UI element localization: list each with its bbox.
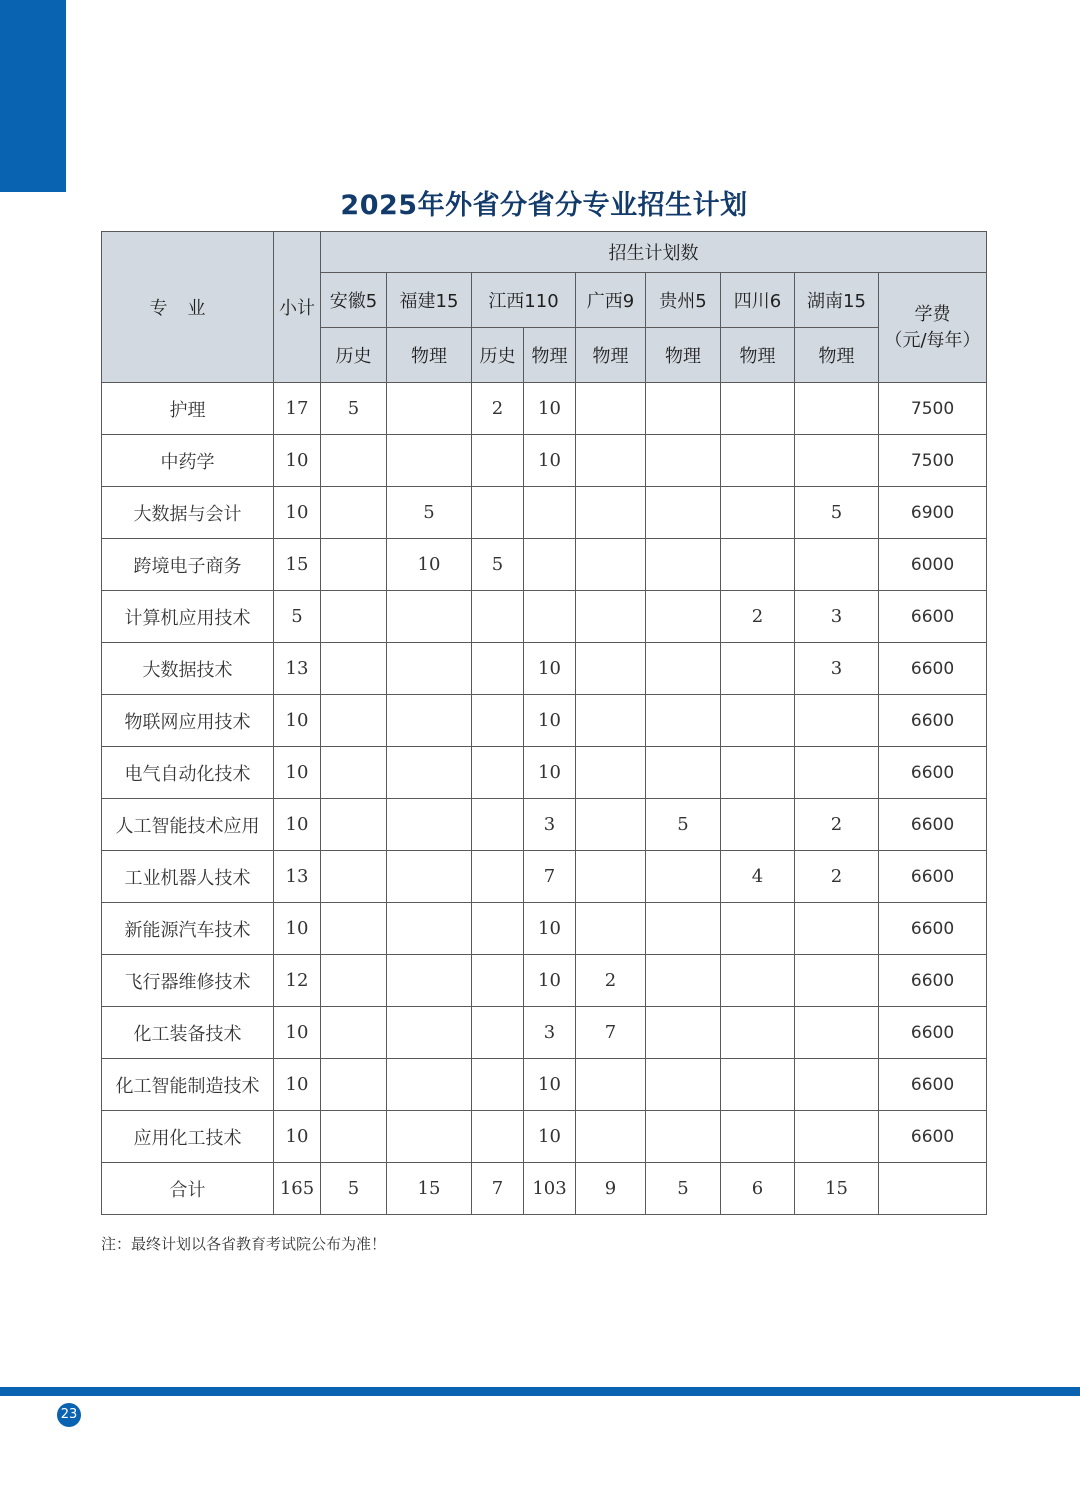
enrollment-plan-table	[101, 231, 987, 1215]
header-subject: 物理	[646, 328, 721, 383]
major-cell: 大数据与会计	[102, 487, 274, 539]
plan-count-cell	[721, 1059, 795, 1111]
plan-count-cell	[646, 903, 721, 955]
plan-count-cell	[472, 747, 524, 799]
plan-count-cell: 2	[795, 799, 879, 851]
table-row	[102, 1007, 987, 1059]
page-title: 2025年外省分省分专业招生计划	[340, 190, 748, 221]
table-row	[102, 383, 987, 435]
header-subject: 物理	[524, 328, 576, 383]
plan-count-cell	[576, 435, 646, 487]
plan-count-cell	[795, 1111, 879, 1163]
major-cell: 合计	[102, 1163, 274, 1215]
plan-count-cell	[646, 643, 721, 695]
plan-count-cell	[321, 851, 387, 903]
header-subtotal: 小计	[274, 232, 321, 383]
plan-count-cell: 10	[524, 643, 576, 695]
plan-count-cell	[721, 1111, 795, 1163]
header-fee	[879, 273, 987, 383]
plan-count-cell	[387, 747, 472, 799]
plan-count-cell	[795, 435, 879, 487]
plan-count-cell	[576, 1059, 646, 1111]
plan-count-cell: 10	[524, 747, 576, 799]
plan-count-cell	[576, 1111, 646, 1163]
header-province: 广西9	[576, 273, 646, 328]
major-cell: 跨境电子商务	[102, 539, 274, 591]
plan-count-cell	[795, 539, 879, 591]
subtotal-cell: 12	[274, 955, 321, 1007]
table-row	[102, 799, 987, 851]
plan-count-cell	[795, 1007, 879, 1059]
corner-tab-decoration	[0, 0, 66, 192]
plan-count-cell: 2	[472, 383, 524, 435]
subtotal-cell: 10	[274, 747, 321, 799]
plan-count-cell	[721, 487, 795, 539]
plan-count-cell	[795, 955, 879, 1007]
plan-count-cell: 2	[576, 955, 646, 1007]
table-row	[102, 1111, 987, 1163]
subtotal-cell: 165	[274, 1163, 321, 1215]
plan-count-cell	[721, 383, 795, 435]
plan-count-cell: 2	[721, 591, 795, 643]
plan-count-cell	[321, 1007, 387, 1059]
plan-count-cell	[721, 955, 795, 1007]
fee-cell: 6600	[879, 695, 987, 747]
plan-count-cell	[795, 383, 879, 435]
fee-cell: 6600	[879, 643, 987, 695]
table-row	[102, 851, 987, 903]
plan-count-cell: 6	[721, 1163, 795, 1215]
table-row	[102, 487, 987, 539]
major-cell: 新能源汽车技术	[102, 903, 274, 955]
table-row	[102, 643, 987, 695]
major-cell: 化工装备技术	[102, 1007, 274, 1059]
plan-count-cell	[472, 1059, 524, 1111]
subtotal-cell: 10	[274, 487, 321, 539]
fee-cell: 6600	[879, 1007, 987, 1059]
plan-count-cell	[387, 955, 472, 1007]
plan-count-cell: 7	[472, 1163, 524, 1215]
major-cell: 化工智能制造技术	[102, 1059, 274, 1111]
plan-count-cell	[387, 643, 472, 695]
subtotal-cell: 17	[274, 383, 321, 435]
plan-count-cell: 3	[795, 643, 879, 695]
fee-cell: 6000	[879, 539, 987, 591]
major-cell: 飞行器维修技术	[102, 955, 274, 1007]
fee-cell: 6600	[879, 1059, 987, 1111]
major-cell: 计算机应用技术	[102, 591, 274, 643]
page-number: 23	[57, 1403, 81, 1427]
plan-count-cell	[524, 487, 576, 539]
fee-cell: 6600	[879, 851, 987, 903]
plan-count-cell	[387, 695, 472, 747]
header-subject: 物理	[795, 328, 879, 383]
plan-count-cell	[524, 591, 576, 643]
plan-count-cell	[646, 747, 721, 799]
plan-count-cell	[321, 539, 387, 591]
plan-count-cell	[721, 435, 795, 487]
plan-count-cell	[387, 851, 472, 903]
major-cell: 应用化工技术	[102, 1111, 274, 1163]
header-fee-line2: （元/每年）	[884, 329, 981, 351]
major-cell: 人工智能技术应用	[102, 799, 274, 851]
plan-count-cell	[387, 1007, 472, 1059]
plan-count-cell	[472, 903, 524, 955]
plan-count-cell	[576, 747, 646, 799]
plan-count-cell: 3	[795, 591, 879, 643]
plan-count-cell	[646, 1059, 721, 1111]
plan-count-cell	[721, 643, 795, 695]
total-row	[102, 1163, 987, 1215]
header-subject: 历史	[472, 328, 524, 383]
fee-cell	[879, 1163, 987, 1215]
plan-count-cell: 5	[387, 487, 472, 539]
plan-count-cell	[387, 1059, 472, 1111]
plan-count-cell	[576, 383, 646, 435]
plan-count-cell	[795, 903, 879, 955]
plan-count-cell	[387, 903, 472, 955]
header-province: 贵州5	[646, 273, 721, 328]
header-province: 福建15	[387, 273, 472, 328]
plan-count-cell: 3	[524, 1007, 576, 1059]
plan-count-cell	[472, 799, 524, 851]
plan-count-cell	[646, 383, 721, 435]
plan-count-cell	[721, 747, 795, 799]
plan-count-cell: 10	[524, 383, 576, 435]
plan-count-cell: 10	[524, 1059, 576, 1111]
major-cell: 工业机器人技术	[102, 851, 274, 903]
table-row	[102, 955, 987, 1007]
major-cell: 大数据技术	[102, 643, 274, 695]
plan-count-cell: 10	[524, 955, 576, 1007]
fee-cell: 6900	[879, 487, 987, 539]
plan-count-cell	[321, 903, 387, 955]
header-subject: 物理	[721, 328, 795, 383]
fee-cell: 6600	[879, 747, 987, 799]
plan-count-cell	[387, 435, 472, 487]
plan-count-cell: 103	[524, 1163, 576, 1215]
plan-count-cell	[472, 695, 524, 747]
plan-count-cell: 15	[387, 1163, 472, 1215]
plan-count-cell	[472, 955, 524, 1007]
plan-count-cell	[646, 591, 721, 643]
plan-count-cell: 9	[576, 1163, 646, 1215]
plan-count-cell	[321, 747, 387, 799]
plan-count-cell	[321, 591, 387, 643]
fee-cell: 6600	[879, 1111, 987, 1163]
plan-count-cell	[524, 539, 576, 591]
plan-count-cell	[576, 591, 646, 643]
table-row	[102, 435, 987, 487]
plan-count-cell	[576, 539, 646, 591]
plan-count-cell	[472, 851, 524, 903]
header-province: 江西110	[472, 273, 576, 328]
plan-count-cell	[472, 435, 524, 487]
plan-count-cell: 10	[524, 695, 576, 747]
header-subject: 物理	[576, 328, 646, 383]
table-row	[102, 903, 987, 955]
subtotal-cell: 10	[274, 695, 321, 747]
header-province: 四川6	[721, 273, 795, 328]
fee-cell: 7500	[879, 435, 987, 487]
plan-count-cell: 10	[387, 539, 472, 591]
plan-count-cell	[576, 643, 646, 695]
table-row	[102, 591, 987, 643]
plan-count-cell: 10	[524, 903, 576, 955]
plan-count-cell	[646, 695, 721, 747]
table-row	[102, 539, 987, 591]
subtotal-cell: 10	[274, 1059, 321, 1111]
plan-count-cell	[321, 435, 387, 487]
plan-count-cell	[321, 1111, 387, 1163]
subtotal-cell: 15	[274, 539, 321, 591]
fee-cell: 6600	[879, 591, 987, 643]
plan-count-cell: 5	[472, 539, 524, 591]
plan-count-cell	[387, 591, 472, 643]
header-subject: 历史	[321, 328, 387, 383]
subtotal-cell: 5	[274, 591, 321, 643]
plan-count-cell	[472, 1007, 524, 1059]
plan-count-cell	[721, 799, 795, 851]
plan-count-cell	[387, 383, 472, 435]
plan-count-cell: 10	[524, 1111, 576, 1163]
subtotal-cell: 13	[274, 643, 321, 695]
fee-cell: 6600	[879, 799, 987, 851]
plan-count-cell: 5	[646, 799, 721, 851]
plan-count-cell: 15	[795, 1163, 879, 1215]
plan-count-cell: 10	[524, 435, 576, 487]
header-fee-line1: 学费	[914, 303, 951, 325]
major-cell: 护理	[102, 383, 274, 435]
plan-count-cell	[472, 1111, 524, 1163]
plan-count-cell	[321, 643, 387, 695]
plan-count-cell	[646, 435, 721, 487]
plan-count-cell: 5	[321, 383, 387, 435]
fee-cell: 7500	[879, 383, 987, 435]
subtotal-cell: 13	[274, 851, 321, 903]
plan-count-cell	[646, 487, 721, 539]
plan-count-cell	[321, 695, 387, 747]
plan-count-cell	[472, 643, 524, 695]
plan-count-cell	[721, 1007, 795, 1059]
subtotal-cell: 10	[274, 799, 321, 851]
plan-count-cell: 4	[721, 851, 795, 903]
plan-count-cell: 3	[524, 799, 576, 851]
major-cell: 电气自动化技术	[102, 747, 274, 799]
table-row	[102, 1059, 987, 1111]
plan-count-cell	[795, 695, 879, 747]
plan-count-cell	[795, 747, 879, 799]
plan-count-cell	[721, 695, 795, 747]
plan-count-cell	[576, 799, 646, 851]
plan-count-cell	[721, 903, 795, 955]
bottom-bar-decoration	[0, 1387, 1080, 1396]
plan-count-cell: 7	[524, 851, 576, 903]
footnote: 注：最终计划以各省教育考试院公布为准！	[101, 1235, 387, 1253]
plan-count-cell	[576, 851, 646, 903]
plan-count-cell	[472, 591, 524, 643]
plan-count-cell	[646, 1111, 721, 1163]
plan-count-cell	[646, 955, 721, 1007]
header-province: 安徽5	[321, 273, 387, 328]
plan-count-cell	[321, 487, 387, 539]
header-province: 湖南15	[795, 273, 879, 328]
plan-count-cell	[646, 1007, 721, 1059]
header-plan-group: 招生计划数	[321, 232, 987, 273]
plan-count-cell: 7	[576, 1007, 646, 1059]
plan-count-cell	[321, 1059, 387, 1111]
table-row	[102, 695, 987, 747]
plan-count-cell	[576, 695, 646, 747]
plan-count-cell	[321, 799, 387, 851]
header-major: 专业	[102, 232, 274, 383]
major-cell: 物联网应用技术	[102, 695, 274, 747]
plan-count-cell	[646, 539, 721, 591]
plan-count-cell: 5	[795, 487, 879, 539]
plan-count-cell	[646, 851, 721, 903]
fee-cell: 6600	[879, 903, 987, 955]
plan-count-cell: 5	[321, 1163, 387, 1215]
fee-cell: 6600	[879, 955, 987, 1007]
table-row	[102, 747, 987, 799]
subtotal-cell: 10	[274, 903, 321, 955]
plan-count-cell	[576, 487, 646, 539]
plan-count-cell: 5	[646, 1163, 721, 1215]
plan-count-cell	[472, 487, 524, 539]
header-subject: 物理	[387, 328, 472, 383]
subtotal-cell: 10	[274, 1111, 321, 1163]
plan-count-cell	[576, 903, 646, 955]
subtotal-cell: 10	[274, 435, 321, 487]
plan-count-cell	[321, 955, 387, 1007]
plan-count-cell	[387, 1111, 472, 1163]
plan-count-cell	[721, 539, 795, 591]
plan-count-cell: 2	[795, 851, 879, 903]
plan-count-cell	[387, 799, 472, 851]
subtotal-cell: 10	[274, 1007, 321, 1059]
major-cell: 中药学	[102, 435, 274, 487]
plan-count-cell	[795, 1059, 879, 1111]
